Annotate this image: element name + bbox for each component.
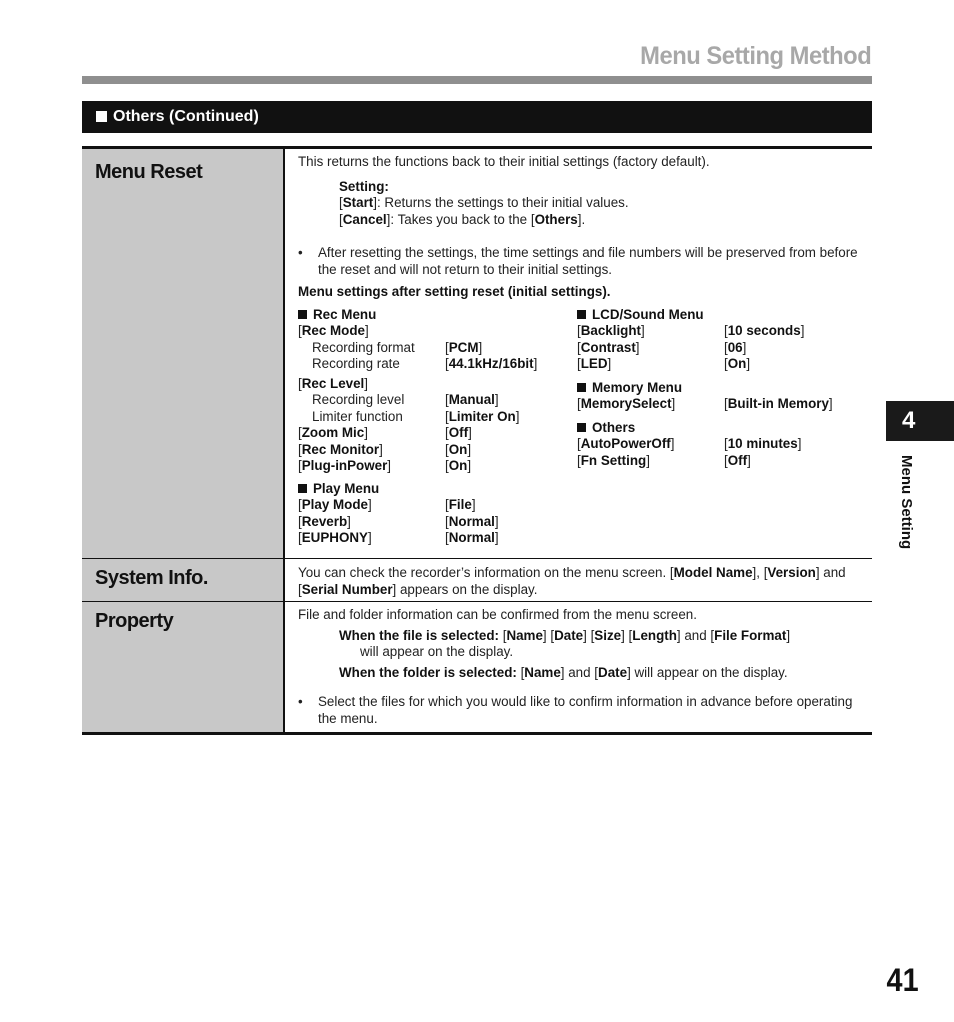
square-bullet-icon: [298, 310, 307, 319]
serial-number: Serial Number: [301, 581, 393, 597]
page-title: Menu Setting Method: [639, 42, 871, 70]
limiter-function-label: Limiter function: [312, 408, 403, 424]
plug-in-power-value: On: [448, 458, 468, 473]
page-number: 41: [886, 962, 919, 998]
rec-menu-heading: Rec Menu: [298, 307, 577, 324]
memory-menu-heading: Memory Menu: [577, 380, 856, 397]
menu-reset-description: [285, 149, 872, 558]
zoom-mic-label: Zoom Mic: [301, 425, 365, 440]
play-menu-heading: Play Menu: [298, 481, 577, 498]
defaults-heading: Menu settings after setting reset (initial settings).: [298, 284, 611, 299]
property-row: [82, 601, 872, 732]
start-key: Start: [342, 195, 374, 210]
auto-power-off-label: AutoPowerOff: [580, 436, 671, 451]
led-label: LED: [580, 356, 608, 371]
contrast-value: 06: [727, 339, 743, 355]
cancel-target: Others: [534, 211, 578, 227]
defaults-columns: [298, 307, 858, 547]
recording-rate-value: 44.1kHz/16bit: [448, 356, 534, 371]
defaults-right-column: LCD/Sound Menu [Backlight] [10 seconds] [Contrast] [06] [LED] [On] Memory Menu [MemorySelect] [Built-in Memory] Others [AutoPowerOff] [10 minutes] [Fn Setting] [Off]: [577, 307, 856, 547]
fn-setting-value: Off: [727, 452, 748, 468]
property-note: • Select the files for which you would like to confirm information in advance before operating the menu.: [298, 694, 858, 727]
start-text: : Returns the settings to their initial values.: [376, 195, 629, 210]
version: Version: [767, 565, 816, 580]
system-info-label: System Info.: [82, 559, 285, 601]
euphony-value: Normal: [448, 530, 495, 545]
euphony-label: EUPHONY: [301, 530, 368, 545]
others-menu-heading: Others: [577, 420, 856, 437]
cancel-text: : Takes you back to the: [390, 211, 531, 227]
square-bullet-icon: [96, 111, 107, 122]
property-label: Property: [82, 602, 285, 732]
rec-monitor-value: On: [448, 441, 468, 457]
zoom-mic-value: Off: [448, 425, 469, 440]
memory-select-value: Built-in Memory: [727, 396, 829, 411]
reset-note: • After resetting the settings, the time settings and file numbers will be preserved from before the reset and will not return to their initial settings.: [298, 245, 858, 277]
defaults-left-column: Rec Menu [Rec Mode] Recording format [PCM] Recording rate [44.1kHz/16bit] [Rec Level] Recording level [Manual] Limiter function [Limiter On] [Zoom Mic] [Off] [Rec Monitor] [On] [Plug-inPower] [On] Play Menu [Play Mode] [File] [Reverb] [Normal] [EUPHONY] [Normal]: [298, 307, 577, 547]
property-note-text: Select the files for which you would like to confirm information in advance before operating the menu.: [318, 694, 853, 726]
memory-select-label: MemorySelect: [580, 396, 672, 411]
model-name: Model Name: [673, 565, 753, 580]
reset-note-text: After resetting the settings, the time settings and file numbers will be preserved from before the reset and will not return to their initial settings.: [318, 245, 858, 277]
setting-label: Setting:: [339, 178, 389, 194]
system-info-description: You can check the recorder’s information on the menu screen. [Model Name], [Version] and [Serial Number] appears on the display.: [298, 565, 846, 597]
backlight-label: Backlight: [580, 323, 642, 338]
backlight-value: 10 seconds: [727, 323, 801, 338]
reverb-value: Normal: [448, 513, 495, 529]
file-selected-tail: will appear on the display.: [360, 644, 514, 659]
square-bullet-icon: [577, 423, 586, 432]
property-description: [285, 602, 872, 732]
system-info-row: [82, 558, 872, 601]
auto-power-off-value: 10 minutes: [727, 436, 798, 451]
square-bullet-icon: [298, 484, 307, 493]
rec-monitor-label: Rec Monitor: [301, 441, 380, 457]
lcd-menu-heading: LCD/Sound Menu: [577, 307, 856, 324]
menu-reset-row: [82, 149, 872, 558]
title-rule: [82, 76, 872, 84]
recording-level-value: Manual: [448, 392, 495, 407]
recording-format-label: Recording format: [312, 339, 415, 355]
square-bullet-icon: [577, 383, 586, 392]
folder-selected-line: When the folder is selected: [Name] and [Date] will appear on the display.: [339, 664, 788, 680]
limiter-function-value: Limiter On: [448, 408, 516, 424]
play-mode-label: Play Mode: [301, 497, 368, 512]
menu-reset-label: Menu Reset: [82, 149, 285, 558]
chapter-tab: 4: [886, 401, 954, 441]
contrast-label: Contrast: [580, 339, 636, 355]
settings-table: [82, 146, 872, 735]
led-value: On: [727, 356, 747, 371]
section-title: Others (Continued): [113, 108, 259, 125]
recording-format-value: PCM: [448, 339, 479, 355]
reverb-label: Reverb: [301, 513, 348, 529]
recording-level-label: Recording level: [312, 392, 405, 407]
rec-mode-item: [Rec Mode]: [298, 323, 369, 338]
reset-intro: This returns the functions back to their initial settings (factory default).: [298, 154, 710, 169]
rec-level-item: [Rec Level]: [298, 375, 368, 391]
recording-rate-label: Recording rate: [312, 356, 400, 371]
play-mode-value: File: [448, 497, 472, 512]
fn-setting-label: Fn Setting: [580, 452, 647, 468]
square-bullet-icon: [577, 310, 586, 319]
property-intro: File and folder information can be confirmed from the menu screen.: [298, 607, 697, 622]
cancel-key: Cancel: [342, 211, 387, 227]
setting-block: Setting: [Start]: Returns the settings to their initial values. [Cancel]: Takes you back to the [Others].: [339, 178, 629, 227]
chapter-label: Menu Setting: [898, 455, 915, 550]
plug-in-power-label: Plug-inPower: [301, 458, 388, 473]
file-selected-line: When the file is selected: [Name] [Date] [Size] [Length] and [File Format]: [339, 627, 791, 643]
section-header: [82, 101, 872, 133]
